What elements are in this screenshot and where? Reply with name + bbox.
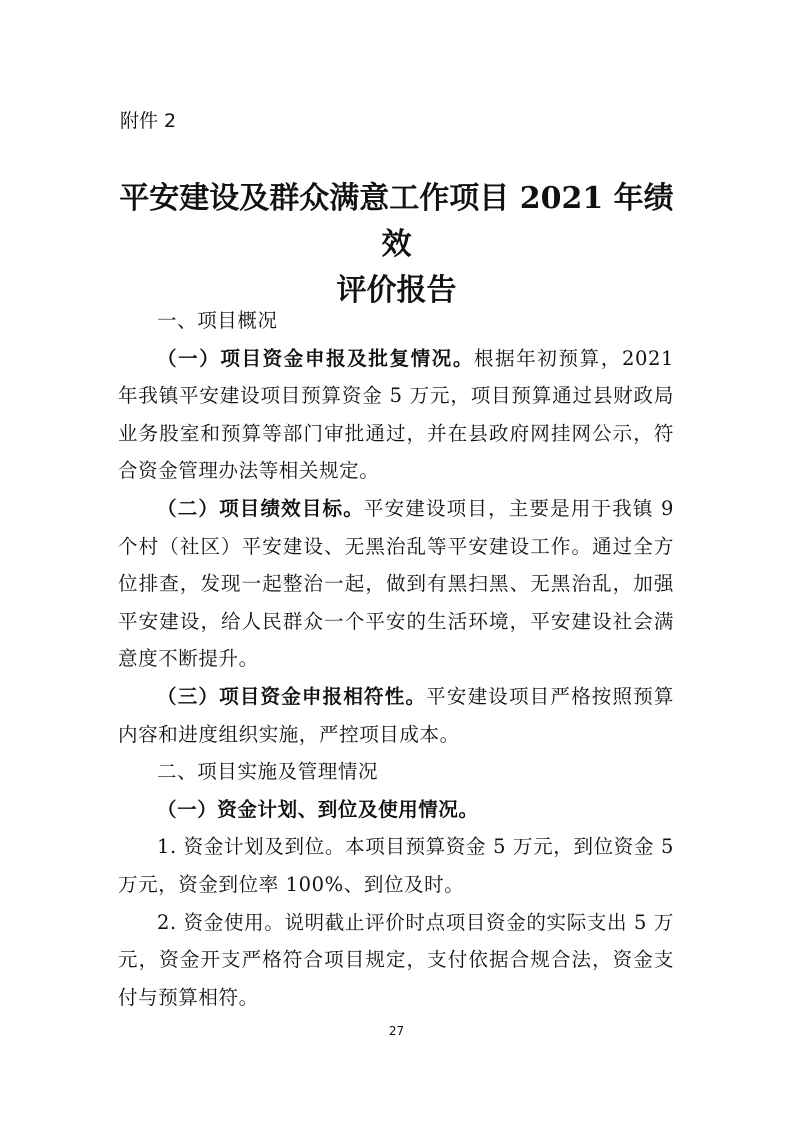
page-number: 27 [388,1024,405,1038]
subsection-heading-1: （一）资金计划、到位及使用情况。 [157,797,479,821]
paragraph-2 [118,490,674,678]
paragraph-3-text: 平安建设项目严格按照预算内容和进度组织实施，严控项目成本。 [118,684,674,746]
section-heading-2: 二、项目实施及管理情况 [157,760,379,784]
list-item-2: 2. 资金使用。说明截止评价时点项目资金的实际支出 5 万元，资金开支严格符合项目规定，支付依据合规合法，资金支付与预算相符。 [118,910,674,1009]
document-title [110,176,683,314]
paragraph-2-lead: （二）项目绩效目标。 [157,496,364,520]
attachment-label: 附件 2 [120,110,177,132]
paragraph-3 [118,678,674,753]
section-heading-1: 一、项目概况 [157,309,278,332]
paragraph-1-lead: （一）项目资金申报及批复情况。 [157,346,475,370]
title-line-2: 评价报告 [336,273,457,308]
document-body [118,302,674,1016]
paragraph-2-text: 平安建设项目，主要是用于我镇 9 个村（社区）平安建设、无黑治乱等平安建设工作。通过全方位排查，发现一起整治一起，做到有黑扫黑、无黑治乱，加强平安建设，给人民群众一个平安的生活环境，平安建设社会满意度不断提升。 [118,496,674,671]
title-line-1: 平安建设及群众满意工作项目 2021 年绩效 [119,181,674,262]
paragraph-1-text: 根据年初预算，2021 年我镇平安建设项目预算资金 5 万元，项目预算通过县财政局业务股室和预算等部门审批通过，并在县政府网挂网公示，符合资金管理办法等相关规定。 [118,346,674,483]
list-item-1: 1. 资金计划及到位。本项目预算资金 5 万元，到位资金 5 万元，资金到位率 100%、到位及时。 [118,835,674,896]
paragraph-3-lead: （三）项目资金申报相符性。 [157,684,427,708]
paragraph-1 [118,340,674,490]
